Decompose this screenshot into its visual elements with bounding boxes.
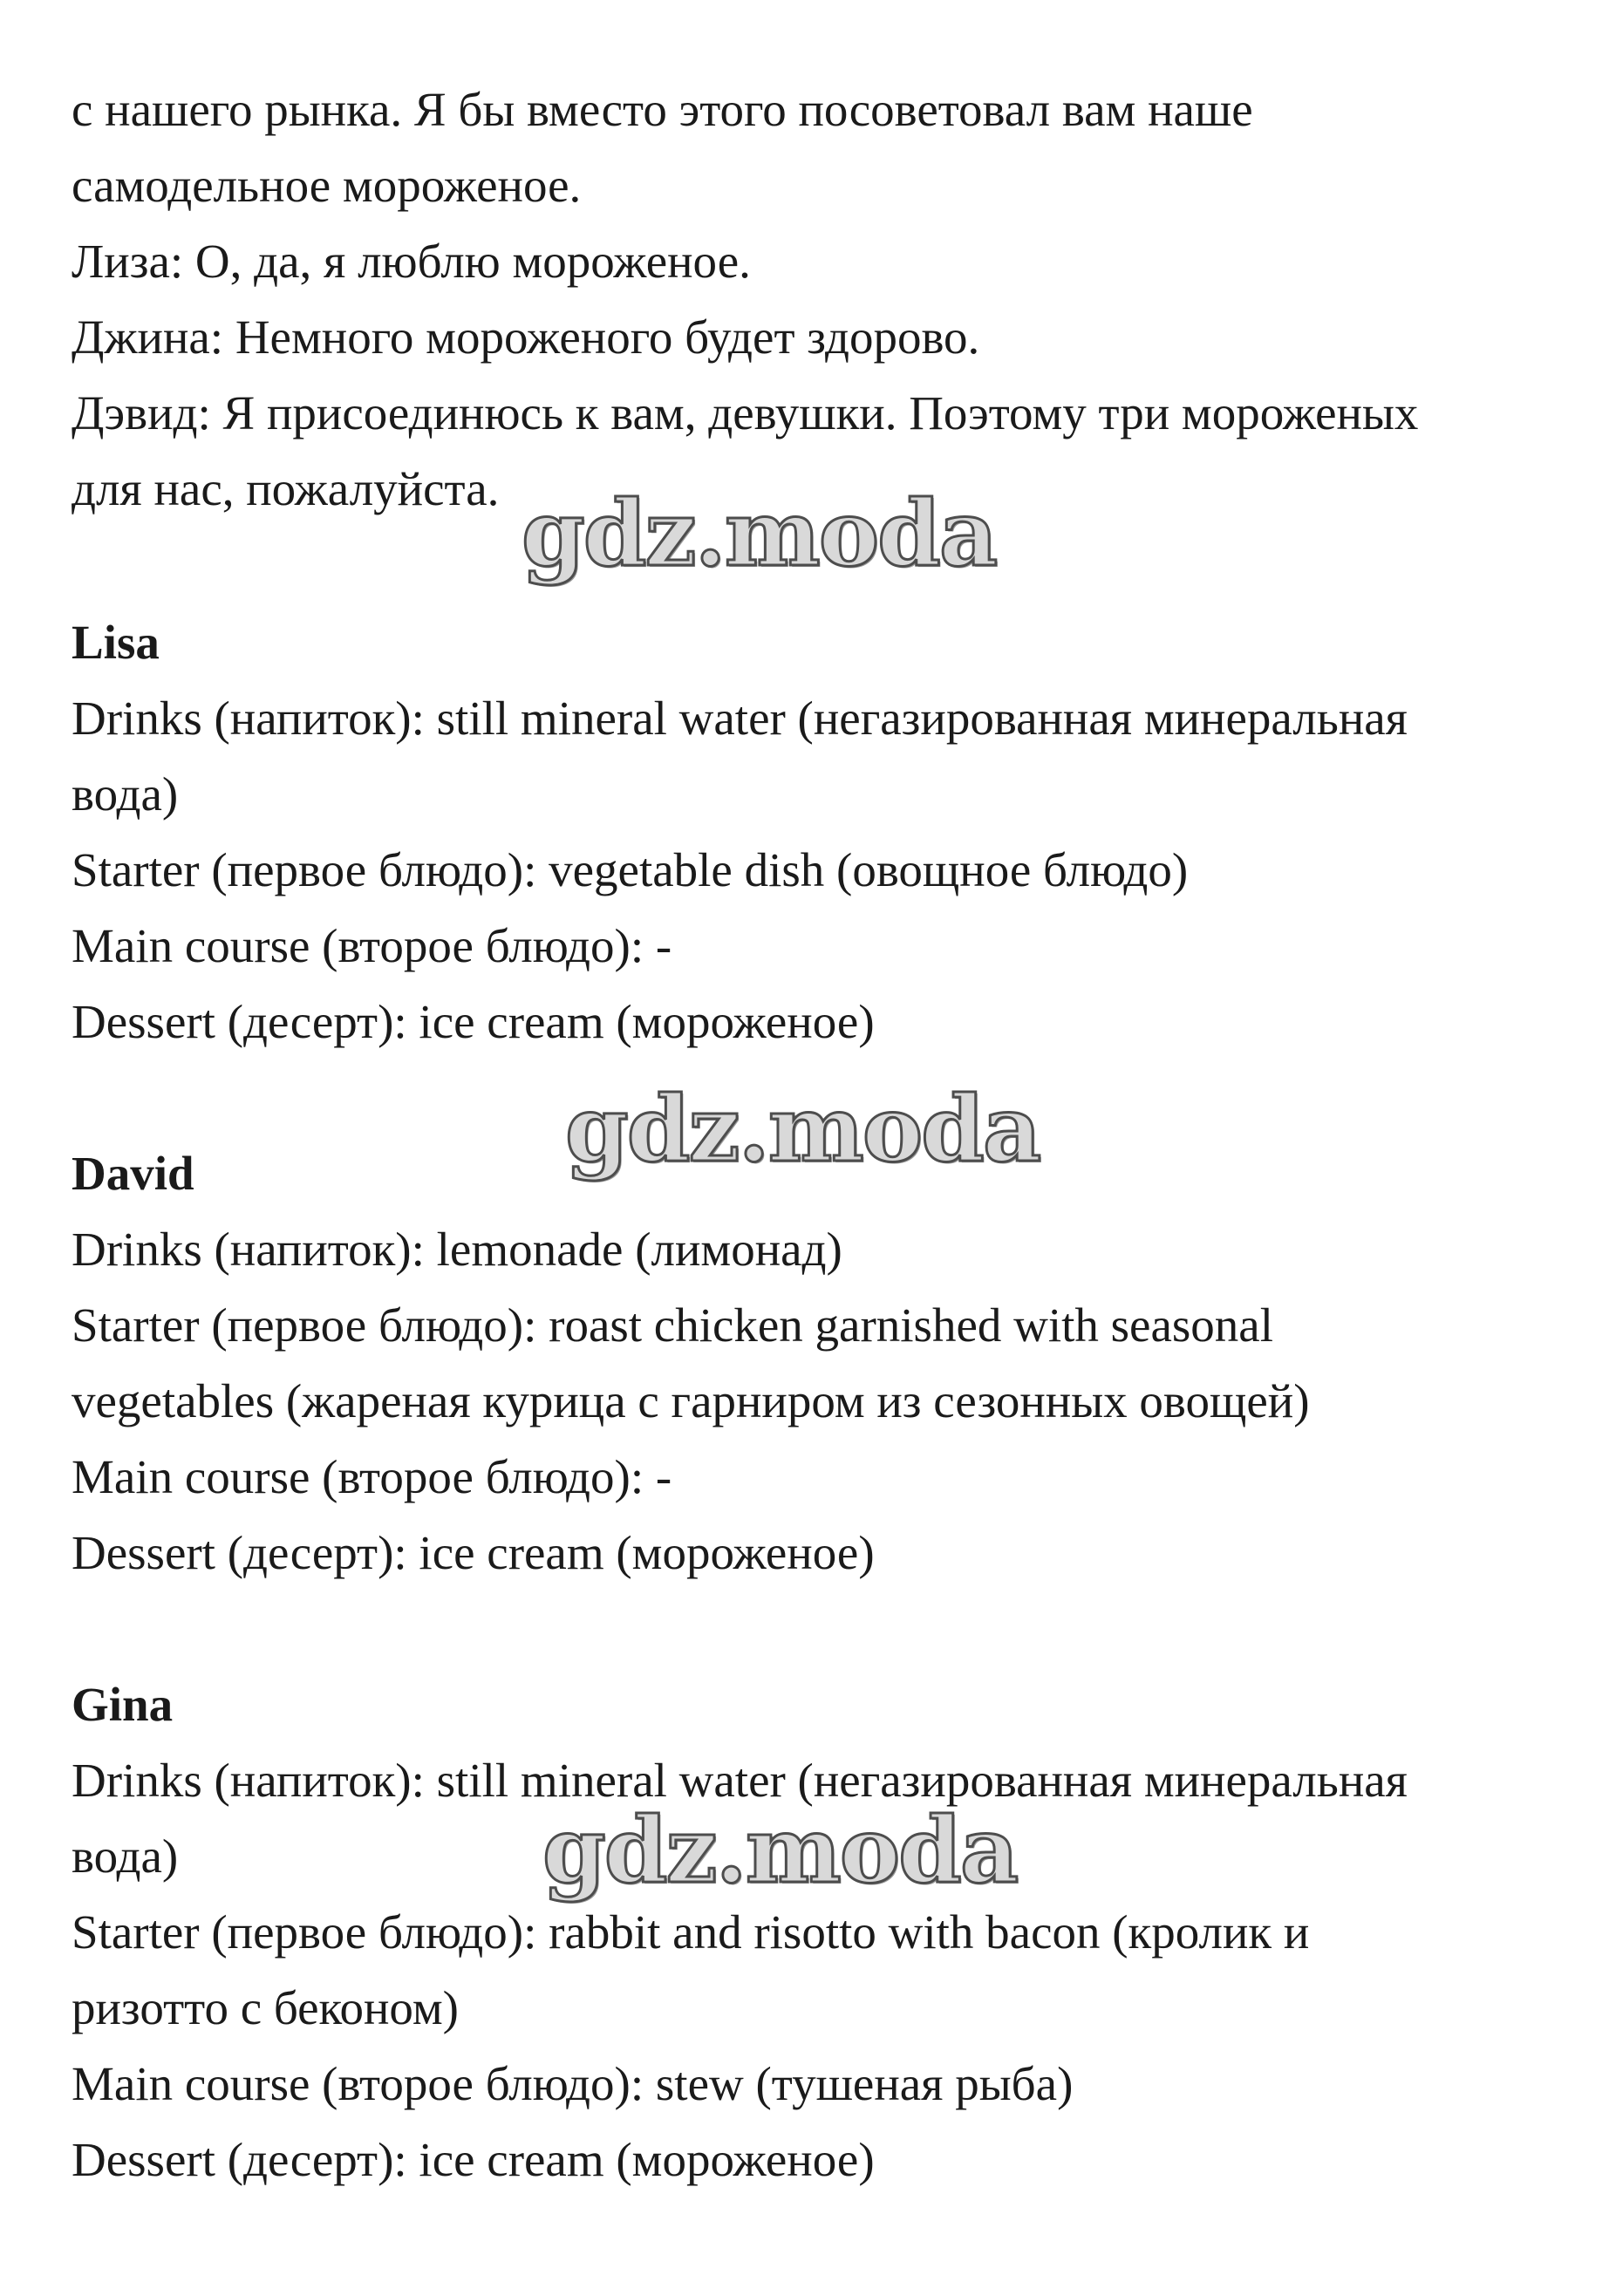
david-starter-cont: vegetables (жареная курица с гарниром из сезонных овощей) [72, 1374, 1310, 1427]
gina-heading: Gina [72, 1678, 174, 1731]
intro-line: Дэвид: Я присоединюсь к вам, девушки. Поэтому три мороженых [72, 386, 1419, 439]
intro-line: для нас, пожалуйста. [72, 462, 500, 515]
lisa-drinks-cont: вода) [72, 767, 179, 821]
intro-line: Лиза: О, да, я люблю мороженое. [72, 235, 751, 288]
lisa-dessert: Dessert (десерт): ice cream (мороженое) [72, 995, 875, 1048]
gina-starter: Starter (первое блюдо): rabbit and risotto with bacon (кролик и [72, 1905, 1310, 1959]
intro-line: с нашего рынка. Я бы вместо этого посоветовал вам наше [72, 83, 1253, 136]
gina-drinks: Drinks (напиток): still mineral water (негазированная минеральная [72, 1754, 1408, 1807]
watermark: gdz.moda [565, 1075, 1040, 1182]
gina-main-course: Main course (второе блюдо): stew (тушеная рыба) [72, 2057, 1074, 2110]
lisa-drinks: Drinks (напиток): still mineral water (негазированная минеральная [72, 692, 1408, 745]
intro-line: самодельное мороженое. [72, 159, 582, 212]
gina-dessert: Dessert (десерт): ice cream (мороженое) [72, 2133, 875, 2186]
david-main-course: Main course (второе блюдо): - [72, 1450, 672, 1503]
david-dessert: Dessert (десерт): ice cream (мороженое) [72, 1526, 875, 1579]
lisa-heading: Lisa [72, 616, 160, 669]
gina-starter-cont: ризотто с беконом) [72, 1981, 459, 2034]
lisa-starter: Starter (первое блюдо): vegetable dish (овощное блюдо) [72, 843, 1189, 896]
lisa-main-course: Main course (второе блюдо): - [72, 919, 672, 972]
gina-drinks-cont: вода) [72, 1829, 179, 1883]
david-heading: David [72, 1147, 194, 1200]
david-starter: Starter (первое блюдо): roast chicken garnished with seasonal [72, 1298, 1273, 1352]
watermark: gdz.moda [522, 480, 997, 587]
watermark: gdz.moda [542, 1796, 1018, 1904]
intro-line: Джина: Немного мороженого будет здорово. [72, 310, 980, 364]
david-drinks: Drinks (напиток): lemonade (лимонад) [72, 1223, 842, 1276]
